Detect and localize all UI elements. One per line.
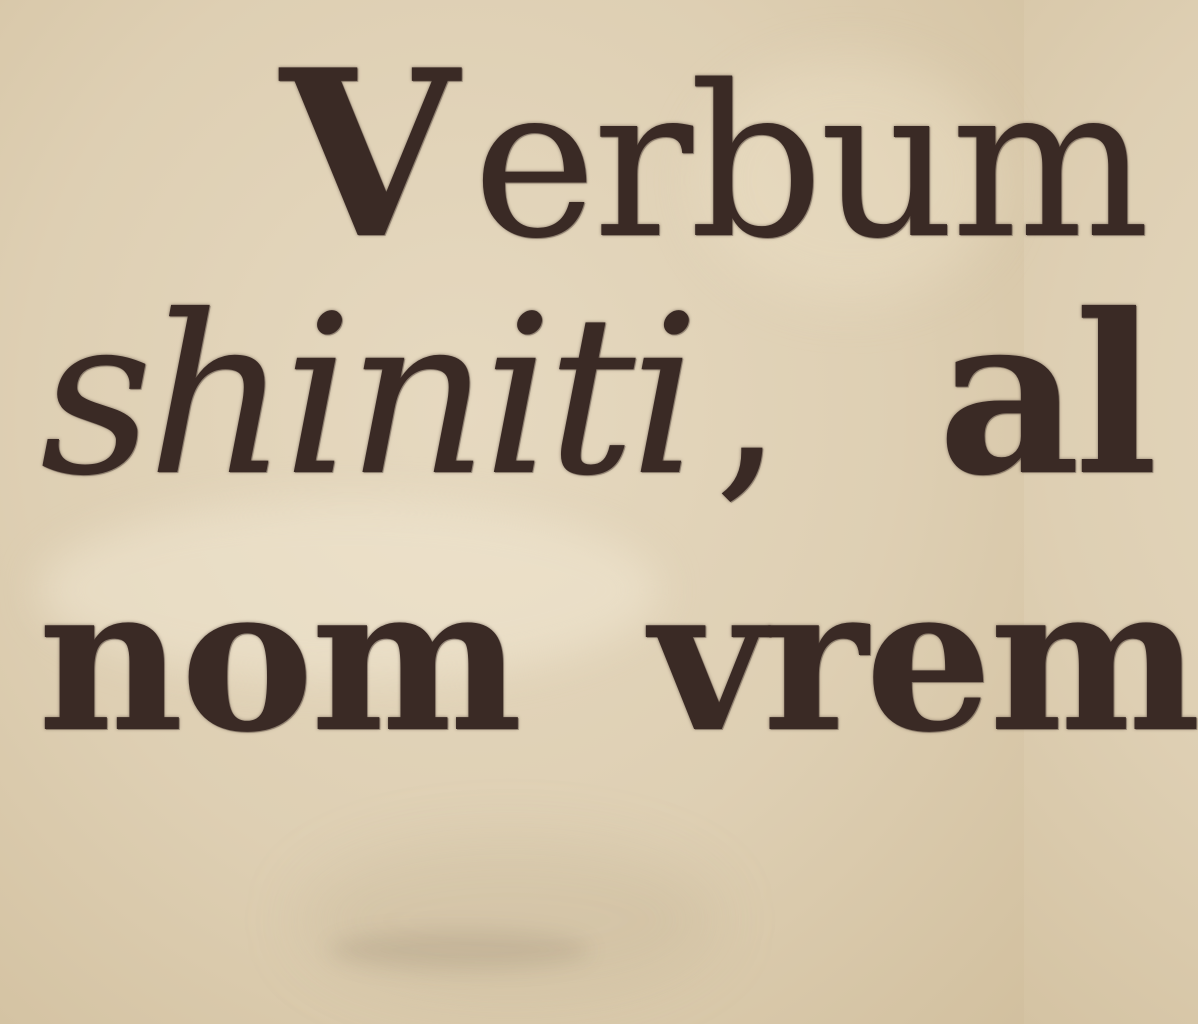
ink-smudge xyxy=(330,930,590,970)
word-rest: erbum xyxy=(472,40,1146,285)
word: nom xyxy=(38,542,520,777)
text-line-1 xyxy=(280,20,1146,290)
comma: , xyxy=(713,268,778,524)
italic-word: shiniti xyxy=(40,268,694,524)
word-fragment: al xyxy=(937,265,1152,524)
paper-stain xyxy=(300,840,720,1000)
initial-capital: V xyxy=(280,20,455,290)
text-line-3 xyxy=(38,542,1198,777)
text-line-2 xyxy=(40,265,1152,524)
word-fragment: vrem xyxy=(649,542,1198,777)
